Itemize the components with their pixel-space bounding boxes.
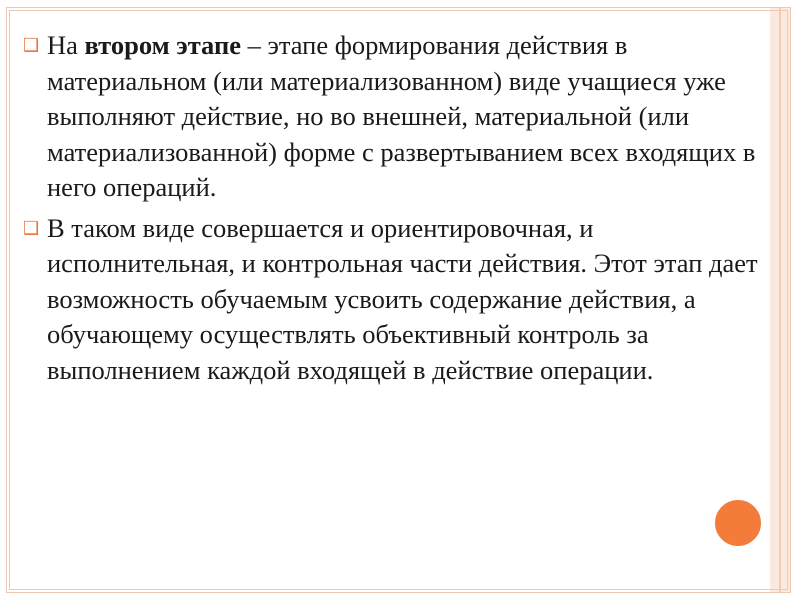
paragraph-1-rest: – этапе формирования действия в материальном (или материализованном) виде учащиеся уже выполняют действие, но во внешней, материальной (или материализованной) форме с развертыванием всех входящих в него операций. — [47, 30, 756, 202]
paragraph-1 — [23, 28, 763, 206]
paragraph-2 — [23, 211, 763, 389]
decorative-orange-circle-icon — [712, 497, 764, 549]
paragraph-1-lead: На — [47, 30, 85, 60]
paragraph-1-bold: втором этапе — [84, 30, 241, 60]
bullet-icon: ❑ — [23, 35, 40, 56]
paragraph-2-text: В таком виде совершается и ориентировочная, и исполнительная, и контрольная части действия. Этот этап дает возможность обучаемым усвоить содержание действия, а обучающему осуществлять объективный контроль за выполнением каждой входящей в действие операции. — [47, 212, 758, 385]
slide-body — [23, 28, 763, 393]
bullet-icon: ❑ — [23, 217, 40, 239]
